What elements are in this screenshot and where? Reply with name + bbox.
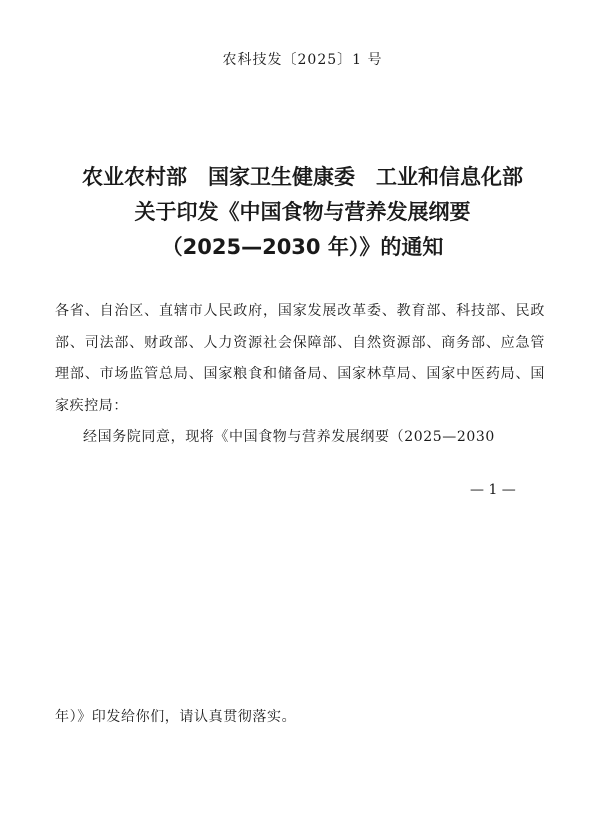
title-line-3: （2025—2030 年）》的通知 — [161, 235, 444, 259]
addressee-paragraph: 各省、自治区、直辖市人民政府，国家发展改革委、教育部、科技部、民政部、司法部、财政部、人力资源社会保障部、自然资源部、商务部、应急管理部、市场监管总局、国家粮食和储备局、国家林草局、国家中医药局、国家疾控局： — [55, 303, 545, 414]
body-continuation: 年）》印发给你们，请认真贯彻落实。 — [55, 709, 297, 725]
body-paragraph: 经国务院同意，现将《中国食物与营养发展纲要（2025—2030 — [83, 429, 495, 445]
title-line-2: 关于印发《中国食物与营养发展纲要 — [134, 200, 471, 224]
document-body — [55, 296, 545, 454]
document-number: 农科技发〔2025〕1 号 — [222, 52, 383, 68]
title-line-1: 农业农村部 国家卫生健康委 工业和信息化部 — [82, 165, 523, 189]
document-title — [40, 160, 565, 265]
page-number: — 1 — — [470, 482, 516, 498]
